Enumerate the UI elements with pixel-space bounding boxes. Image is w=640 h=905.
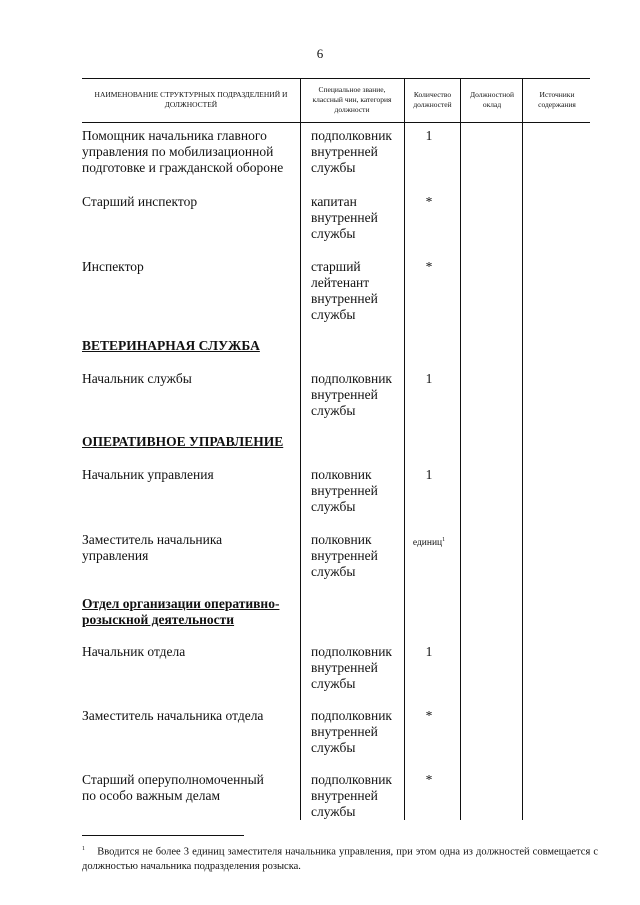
position-name: Начальник отдела xyxy=(82,644,186,659)
position-qty: * xyxy=(425,772,433,787)
position-rank: старший лейтенант внутренней службы xyxy=(311,259,378,322)
position-name: Заместитель начальника управления xyxy=(82,532,223,563)
position-rank: полковник внутренней службы xyxy=(311,467,378,514)
page-number: 6 xyxy=(316,46,324,61)
column-divider xyxy=(460,78,461,820)
position-qty: 1 xyxy=(425,644,433,659)
position-qty: 1 xyxy=(425,467,433,482)
footnote xyxy=(82,842,598,874)
staff-table xyxy=(82,78,590,820)
section-heading: Отдел организации оперативно- розыскной деятельности xyxy=(82,596,280,627)
column-divider xyxy=(522,78,523,820)
position-name: Заместитель начальника отдела xyxy=(82,708,264,723)
position-qty: * xyxy=(425,194,433,209)
header-salary: Должностной оклад xyxy=(469,90,515,109)
position-name: Инспектор xyxy=(82,259,144,274)
qty-text: единиц xyxy=(412,538,443,549)
position-rank: подполковник внутренней службы xyxy=(311,708,392,755)
position-name: Старший инспектор xyxy=(82,194,198,209)
position-rank: подполковник внутренней службы xyxy=(311,772,392,819)
section-heading: ОПЕРАТИВНОЕ УПРАВЛЕНИЕ xyxy=(82,434,284,449)
header-name: НАИМЕНОВАНИЕ СТРУКТУРНЫХ ПОДРАЗДЕЛЕНИЙ И ДОЛЖНОСТЕЙ xyxy=(94,90,288,109)
position-name: Начальник управления xyxy=(82,467,214,482)
position-qty: 1 xyxy=(425,128,433,143)
position-name: Старший оперуполномоченный по особо важным делам xyxy=(82,772,264,803)
header-qty: Количество должностей xyxy=(413,90,452,109)
header-rank: Специальное звание, классный чин, категория должности xyxy=(312,85,392,114)
header-bottom-border xyxy=(82,122,590,123)
footnote-separator xyxy=(82,835,244,836)
footnote-text: Вводится не более 3 единиц заместителя начальника управления, при этом одна из должностей совмещается с должностью начальника подразделения розыска. xyxy=(82,846,598,872)
position-rank: подполковник внутренней службы xyxy=(311,128,392,175)
position-rank: капитан внутренней службы xyxy=(311,194,378,241)
header-sources: Источники содержания xyxy=(538,90,576,109)
position-rank: подполковник внутренней службы xyxy=(311,644,392,691)
position-name: Начальник службы xyxy=(82,371,192,386)
footnote-marker: 1 xyxy=(442,537,446,543)
position-qty xyxy=(400,532,458,551)
position-qty: 1 xyxy=(425,371,433,386)
position-rank: полковник внутренней службы xyxy=(311,532,378,579)
table-top-border xyxy=(82,78,590,79)
footnote-marker: 1 xyxy=(82,846,85,852)
position-name: Помощник начальника главного управления по мобилизационной подготовке и гражданской обороне xyxy=(82,128,284,175)
position-rank: подполковник внутренней службы xyxy=(311,371,392,418)
section-heading: ВЕТЕРИНАРНАЯ СЛУЖБА xyxy=(82,338,260,353)
position-qty: * xyxy=(425,259,433,274)
position-qty: * xyxy=(425,708,433,723)
